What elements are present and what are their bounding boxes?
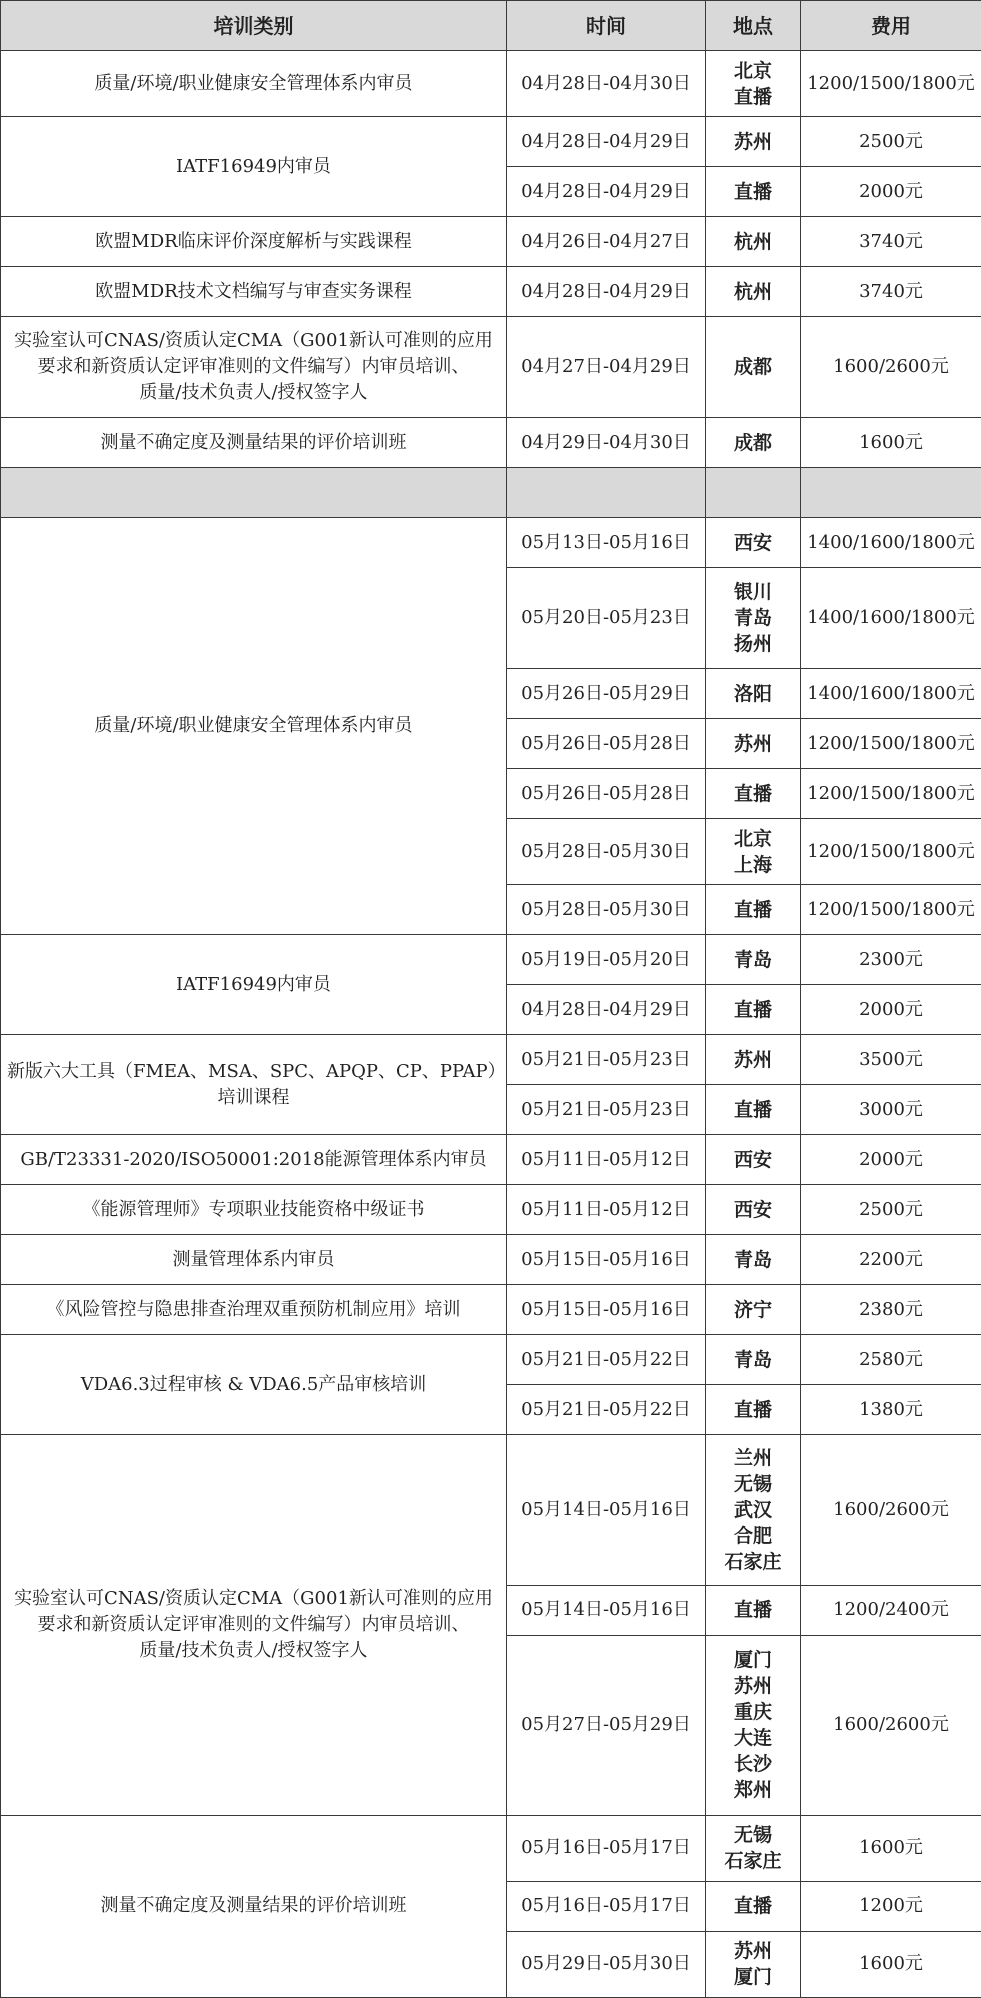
course-category [1, 1435, 507, 1815]
course-location [706, 1585, 801, 1635]
course-time: 04月29日-04月30日 [507, 418, 706, 468]
category-line: 实验室认可CNAS/资质认定CMA（G001新认可准则的应用 [14, 330, 493, 352]
course-time: 05月28日-05月30日 [507, 819, 706, 885]
table-row [1, 1285, 981, 1335]
course-time: 05月15日-05月16日 [507, 1235, 706, 1285]
city: 厦门 [733, 1966, 772, 1989]
course-time: 04月26日-04月27日 [507, 217, 706, 267]
course-category [1, 1035, 507, 1135]
city: 苏州 [733, 732, 772, 755]
city: 直播 [733, 85, 772, 108]
city: 扬州 [733, 633, 772, 656]
course-fee: 1380元 [801, 1385, 981, 1435]
course-fee: 1600元 [801, 1815, 981, 1881]
course-time: 05月29日-05月30日 [507, 1931, 706, 1997]
course-time: 05月26日-05月28日 [507, 769, 706, 819]
course-category: IATF16949内审员 [1, 935, 507, 1035]
category-line: 要求和新资质认定评审准则的文件编写）内审员培训、 [37, 1614, 470, 1636]
course-time: 04月28日-04月29日 [507, 117, 706, 167]
city: 石家庄 [724, 1551, 782, 1574]
course-time: 04月27日-04月29日 [507, 317, 706, 418]
course-location: 杭州 [706, 217, 801, 267]
course-fee: 2000元 [801, 985, 981, 1035]
table-row [1, 1185, 981, 1235]
category-line: 要求和新资质认定评审准则的文件编写）内审员培训、 [37, 356, 470, 378]
course-location: 杭州 [706, 267, 801, 317]
city: 直播 [733, 898, 772, 921]
course-fee: 3740元 [801, 217, 981, 267]
course-time: 05月21日-05月22日 [507, 1385, 706, 1435]
course-time: 05月21日-05月22日 [507, 1335, 706, 1385]
course-category: 欧盟MDR临床评价深度解析与实践课程 [1, 217, 507, 267]
course-fee: 3000元 [801, 1085, 981, 1135]
course-time: 05月11日-05月12日 [507, 1135, 706, 1185]
course-fee: 1200/1500/1800元 [801, 51, 981, 117]
header-fee: 费用 [801, 1, 981, 51]
course-fee: 3740元 [801, 267, 981, 317]
course-time: 04月28日-04月29日 [507, 985, 706, 1035]
header-category: 培训类别 [1, 1, 507, 51]
course-category: 《能源管理师》专项职业技能资格中级证书 [1, 1185, 507, 1235]
course-location: 济宁 [706, 1285, 801, 1335]
course-location [706, 51, 801, 117]
city: 直播 [733, 1599, 772, 1622]
course-location: 成都 [706, 418, 801, 468]
city: 长沙 [733, 1753, 772, 1776]
course-location: 直播 [706, 167, 801, 217]
course-fee: 1200元 [801, 1881, 981, 1931]
course-location: 青岛 [706, 935, 801, 985]
course-location [706, 1815, 801, 1881]
table-row [1, 267, 981, 317]
city: 武汉 [733, 1499, 772, 1522]
course-fee: 1200/1500/1800元 [801, 769, 981, 819]
course-time: 05月16日-05月17日 [507, 1881, 706, 1931]
table-row [1, 935, 981, 985]
course-fee: 2000元 [801, 167, 981, 217]
course-fee: 2580元 [801, 1335, 981, 1385]
city: 合肥 [733, 1525, 772, 1548]
course-fee: 1200/1500/1800元 [801, 885, 981, 935]
course-location [706, 1881, 801, 1931]
category-line: 质量/技术负责人/授权签字人 [139, 382, 368, 404]
course-location [706, 1435, 801, 1585]
course-fee: 3500元 [801, 1035, 981, 1085]
course-location [706, 885, 801, 935]
course-time: 05月15日-05月16日 [507, 1285, 706, 1335]
table-row [1, 317, 981, 418]
city: 北京 [733, 59, 772, 82]
course-category: IATF16949内审员 [1, 117, 507, 217]
course-fee: 2500元 [801, 1185, 981, 1235]
course-time: 05月28日-05月30日 [507, 885, 706, 935]
city: 洛阳 [733, 682, 772, 705]
course-time: 05月14日-05月16日 [507, 1585, 706, 1635]
course-location: 直播 [706, 1085, 801, 1135]
course-fee: 1200/1500/1800元 [801, 819, 981, 885]
city: 北京 [733, 827, 772, 850]
city: 西安 [733, 531, 772, 554]
city: 直播 [733, 782, 772, 805]
course-fee: 2500元 [801, 117, 981, 167]
course-category: VDA6.3过程审核 & VDA6.5产品审核培训 [1, 1335, 507, 1435]
table-row [1, 1135, 981, 1185]
course-location: 青岛 [706, 1235, 801, 1285]
course-fee: 2380元 [801, 1285, 981, 1335]
category-line: 新版六大工具（FMEA、MSA、SPC、APQP、CP、PPAP） [7, 1060, 506, 1082]
course-category: 《风险管控与隐患排查治理双重预防机制应用》培训 [1, 1285, 507, 1335]
city: 银川 [733, 581, 772, 604]
city: 郑州 [733, 1779, 772, 1802]
course-location [706, 568, 801, 669]
header-row [1, 1, 981, 51]
table-row [1, 51, 981, 117]
course-time: 05月14日-05月16日 [507, 1435, 706, 1585]
table-row [1, 418, 981, 468]
city: 厦门 [733, 1649, 772, 1672]
course-time: 05月26日-05月29日 [507, 669, 706, 719]
table-row [1, 518, 981, 568]
course-time: 05月16日-05月17日 [507, 1815, 706, 1881]
course-time: 05月13日-05月16日 [507, 518, 706, 568]
course-location [706, 518, 801, 568]
course-fee: 1600/2600元 [801, 1435, 981, 1585]
course-location: 直播 [706, 1385, 801, 1435]
course-time: 05月21日-05月23日 [507, 1085, 706, 1135]
course-location [706, 819, 801, 885]
course-time: 05月27日-05月29日 [507, 1635, 706, 1815]
course-time: 04月28日-04月29日 [507, 167, 706, 217]
course-category: 测量不确定度及测量结果的评价培训班 [1, 1815, 507, 1997]
table-row [1, 1035, 981, 1085]
course-fee: 2300元 [801, 935, 981, 985]
table-row [1, 1235, 981, 1285]
course-fee: 2200元 [801, 1235, 981, 1285]
course-fee: 1600/2600元 [801, 1635, 981, 1815]
course-fee: 1600元 [801, 1931, 981, 1997]
course-location: 苏州 [706, 1035, 801, 1085]
course-category: 欧盟MDR技术文档编写与审查实务课程 [1, 267, 507, 317]
course-fee: 1600/2600元 [801, 317, 981, 418]
course-category: 质量/环境/职业健康安全管理体系内审员 [1, 51, 507, 117]
course-location: 西安 [706, 1185, 801, 1235]
city: 大连 [733, 1727, 772, 1750]
course-fee: 1200/1500/1800元 [801, 719, 981, 769]
course-time: 05月19日-05月20日 [507, 935, 706, 985]
category-line: 质量/技术负责人/授权签字人 [139, 1640, 368, 1662]
course-location: 青岛 [706, 1335, 801, 1385]
header-location: 地点 [706, 1, 801, 51]
course-fee: 1600元 [801, 418, 981, 468]
course-category: 测量管理体系内审员 [1, 1235, 507, 1285]
city: 兰州 [733, 1447, 772, 1470]
course-category: 质量/环境/职业健康安全管理体系内审员 [1, 518, 507, 935]
city: 上海 [733, 853, 772, 876]
course-fee: 1400/1600/1800元 [801, 669, 981, 719]
course-time: 05月20日-05月23日 [507, 568, 706, 669]
month-separator-row [1, 468, 981, 518]
table-row [1, 1435, 981, 1585]
city: 无锡 [733, 1473, 772, 1496]
city: 重庆 [733, 1701, 772, 1724]
course-fee: 1400/1600/1800元 [801, 518, 981, 568]
course-time: 05月26日-05月28日 [507, 719, 706, 769]
city: 直播 [733, 1895, 772, 1918]
course-fee: 1400/1600/1800元 [801, 568, 981, 669]
course-location [706, 719, 801, 769]
course-fee: 2000元 [801, 1135, 981, 1185]
course-location: 苏州 [706, 117, 801, 167]
table-row [1, 1815, 981, 1881]
course-time: 05月11日-05月12日 [507, 1185, 706, 1235]
header-time: 时间 [507, 1, 706, 51]
course-time: 04月28日-04月29日 [507, 267, 706, 317]
course-time: 04月28日-04月30日 [507, 51, 706, 117]
course-location [706, 1931, 801, 1997]
course-fee: 1200/2400元 [801, 1585, 981, 1635]
table-row [1, 1335, 981, 1385]
course-category [1, 317, 507, 418]
table-row [1, 117, 981, 167]
category-line: 实验室认可CNAS/资质认定CMA（G001新认可准则的应用 [14, 1588, 493, 1610]
course-category: 测量不确定度及测量结果的评价培训班 [1, 418, 507, 468]
city: 石家庄 [724, 1850, 782, 1873]
course-time: 05月21日-05月23日 [507, 1035, 706, 1085]
course-location [706, 1635, 801, 1815]
course-location [706, 769, 801, 819]
course-location: 直播 [706, 985, 801, 1035]
category-line: 培训课程 [217, 1086, 290, 1108]
course-location [706, 669, 801, 719]
city: 青岛 [733, 607, 772, 630]
table-row [1, 217, 981, 267]
course-location: 西安 [706, 1135, 801, 1185]
course-category: GB/T23331-2020/ISO50001:2018能源管理体系内审员 [1, 1135, 507, 1185]
course-location: 成都 [706, 317, 801, 418]
city: 无锡 [733, 1824, 772, 1847]
city: 苏州 [733, 1675, 772, 1698]
city: 苏州 [733, 1940, 772, 1963]
